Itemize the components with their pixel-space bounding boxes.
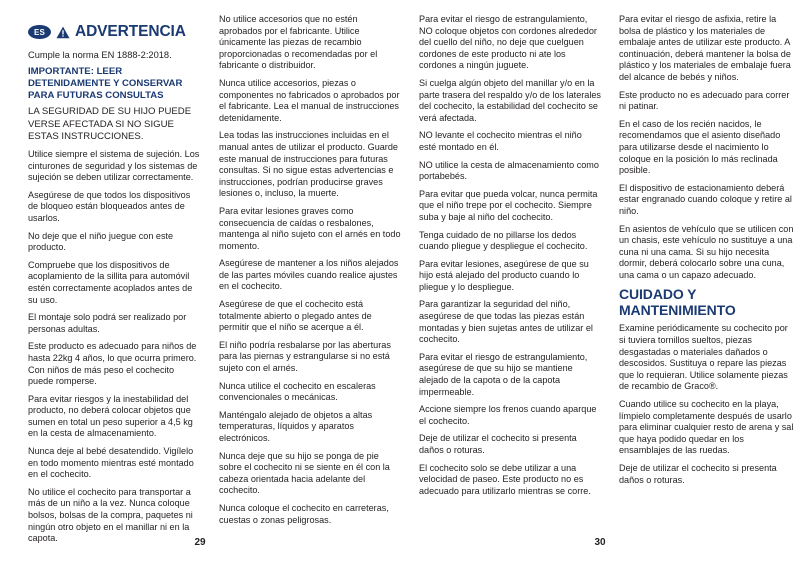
language-badge-es: ES: [28, 25, 51, 39]
warning-header: [28, 22, 201, 42]
column-3: [410, 14, 610, 503]
page-number-right: 30: [594, 537, 606, 548]
warning-paragraph: NO utilice la cesta de almacenamiento como portabebés.: [419, 159, 599, 182]
warning-paragraph: Para garantizar la seguridad del niño, asegúrese de que todas las piezas están montadas y bien sujetas antes de utilizar el cochecito.: [419, 299, 593, 345]
warning-paragraph: Compruebe que los dispositivos de acoplamiento de la sillita para automóvil estén correctamente acoplados antes de su uso.: [28, 259, 193, 305]
warning-paragraph: Este producto no es adecuado para correr ni patinar.: [619, 89, 790, 112]
warning-paragraph: No utilice accesorios que no estén aprobados por el fabricante. Utilice únicamente las piezas de recambio proporcionadas o recomendadas por el fabricante o distribuidor.: [219, 14, 378, 71]
standard-compliance-text: Cumple la norma EN 1888-2:2018.: [28, 50, 172, 60]
warning-paragraph: En asientos de vehículo que se utilicen con un chasis, este vehículo no sustituye a una cuna ni una cama. Si su hijo necesita dormir, deberá colocarlo sobre una cuna, una cama o un capazo adecuado.: [619, 223, 794, 280]
warning-title: ADVERTENCIA: [75, 23, 186, 40]
warning-paragraph: Si cuelga algún objeto del manillar y/o en la parte trasera del respaldo y/o de los laterales del cochecito, la estabilidad del cochecito se verá afectada.: [419, 77, 601, 123]
warning-paragraph: No deje que el niño juegue con este producto.: [28, 230, 174, 253]
column-2: [210, 14, 410, 532]
page-footer: [0, 537, 800, 553]
warning-paragraph: Tenga cuidado de no pillarse los dedos cuando pliegue y despliegue el cochecito.: [419, 229, 588, 252]
important-notice: IMPORTANTE: LEER DETENIDAMENTE Y CONSERVAR PARA FUTURAS CONSULTAS: [28, 66, 183, 101]
warning-paragraph: Manténgalo alejado de objetos a altas temperaturas, líquidos y aparatos electrónicos.: [219, 409, 373, 443]
warning-paragraph: NO levante el cochecito mientras el niño esté montado en él.: [419, 130, 582, 152]
warning-paragraph: Nunca deje que su hijo se ponga de pie sobre el cochecito ni se siente en él con la cabeza orientada hacia adelante del cochecito.: [219, 450, 390, 496]
warning-paragraph: Asegúrese de que todos los dispositivos de bloqueo están bloqueados antes de usarlos.: [28, 189, 191, 223]
column-1: [10, 14, 210, 551]
warning-paragraph: Accione siempre los frenos cuando aparque el cochecito.: [419, 404, 597, 426]
warning-paragraph: Para evitar lesiones, asegúrese de que su hijo está alejado del producto cuando lo pliegue y lo despliegue.: [419, 258, 589, 292]
warning-paragraph: Para evitar riesgos y la inestabilidad del producto, no deberá colocar objetos que sumen en total un peso superior a 4,5 kg en la cesta de almacenamiento.: [28, 393, 193, 439]
warning-paragraph: El niño podría resbalarse por las aberturas para las piernas y estrangularse si no está sujeto con el arnés.: [219, 339, 391, 374]
warning-paragraph: En el caso de los recién nacidos, le recomendamos que el asiento diseñado para utilizarse desde el nacimiento lo coloque en la posición lo más reclinada posible.: [619, 118, 781, 176]
care-paragraph: Deje de utilizar el cochecito si presenta daños o roturas.: [619, 463, 777, 485]
warning-paragraph: Nunca deje al bebé desatendido. Vigílelo en todo momento mientras esté montado en el cochecito.: [28, 446, 194, 480]
warning-paragraph: Asegúrese de mantener a los niños alejados de las partes móviles cuando realice ajustes en el cochecito.: [219, 258, 399, 292]
care-paragraph: Examine periódicamente su cochecito por si tuviera tornillos sueltos, piezas desgastadas o materiales dañados o descosidos. Sustituya o repare las piezas que lo requieran. Utilice solamente piezas de recambio de Graco®.: [619, 323, 788, 392]
warning-paragraph: Este producto es adecuado para niños de hasta 22kg 4 años, lo que ocurra primero. Con niños de más peso el cochecito puede romperse.: [28, 341, 197, 387]
warning-paragraph: Para evitar que pueda volcar, nunca permita que el niño trepe por el cochecito. Siempre suba y baje al niño del cochecito.: [419, 188, 598, 222]
warning-paragraph: Nunca utilice el cochecito en escaleras convencionales o mecánicas.: [219, 380, 376, 403]
safety-notice: LA SEGURIDAD DE SU HIJO PUEDE VERSE AFECTADA SI NO SIGUE ESTAS INSTRUCCIONES.: [28, 106, 192, 142]
warning-paragraph: Deje de utilizar el cochecito si presenta daños o roturas.: [419, 433, 577, 455]
warning-paragraph: Para evitar el riesgo de estrangulamiento, asegúrese de que su hijo se mantiene alejado de la capota o de la capota impermeable.: [419, 351, 588, 397]
page-number-left: 29: [194, 537, 206, 548]
warning-paragraph: El montaje solo podrá ser realizado por personas adultas.: [28, 312, 187, 334]
warning-paragraph: Lea todas las instrucciones incluidas en el manual antes de utilizar el producto. Guarde este manual de instrucciones para futuras consultas. Si no sigue estas advertencias e instrucciones, podrían producirse graves lesiones o, incluso, la muerte.: [219, 130, 398, 199]
care-paragraph: Cuando utilice su cochecito en la playa, límpielo completamente después de usarlo para eliminar cualquier resto de arena y sal que haya podido quedar en los ensamblajes de las ruedas.: [619, 399, 794, 456]
warning-paragraph: Utilice siempre el sistema de sujeción. Los cinturones de seguridad y los sistemas de sujeción se deben utilizar correctamente.: [28, 149, 200, 183]
warning-paragraph: Para evitar el riesgo de estrangulamiento, NO coloque objetos con cordones alrededor del cuello del niño, no deje que cuelguen cordones de este producto ni ate los cordones a ningún juguete.: [419, 14, 597, 71]
warning-triangle-icon: [56, 26, 70, 39]
column-4: [610, 14, 800, 492]
warning-paragraph: Nunca utilice accesorios, piezas o componentes no fabricados o aprobados por el fabricante. Lea el manual de instrucciones detenidamente.: [219, 77, 400, 123]
warning-paragraph: El dispositivo de estacionamiento deberá estar engranado cuando coloque y retire al niño.: [619, 182, 792, 216]
warning-paragraph: Para evitar el riesgo de asfixia, retire la bolsa de plástico y los materiales de embalaje antes de utilizar este producto. A continuación, deberá mantener la bolsa de plástico y los materiales de embalaje fuera del alcance de bebés y niños.: [619, 14, 791, 82]
warning-paragraph: Nunca coloque el cochecito en carreteras, cuestas o zonas peligrosas.: [219, 502, 389, 525]
warning-paragraph: Para evitar lesiones graves como consecuencia de caídas o resbalones, mantenga al niño sujeto con el arnés en todo momento.: [219, 205, 401, 251]
warning-paragraph: No utilice el cochecito para transportar a más de un niño a la vez. Nunca coloque bolsos, bolsas de la compra, paquetes ni ningún otro objeto en el manillar ni en la capota.: [28, 486, 193, 544]
warning-paragraph: El cochecito solo se debe utilizar a una velocidad de paseo. Este producto no es adecuado para utilizarlo mientras se corre.: [419, 462, 591, 496]
warning-paragraph: Asegúrese de que el cochecito está totalmente abierto o plegado antes de permitir que el niño se acerque a él.: [219, 299, 372, 333]
section-heading-care-maintenance: CUIDADO Y MANTENIMIENTO: [619, 286, 736, 318]
